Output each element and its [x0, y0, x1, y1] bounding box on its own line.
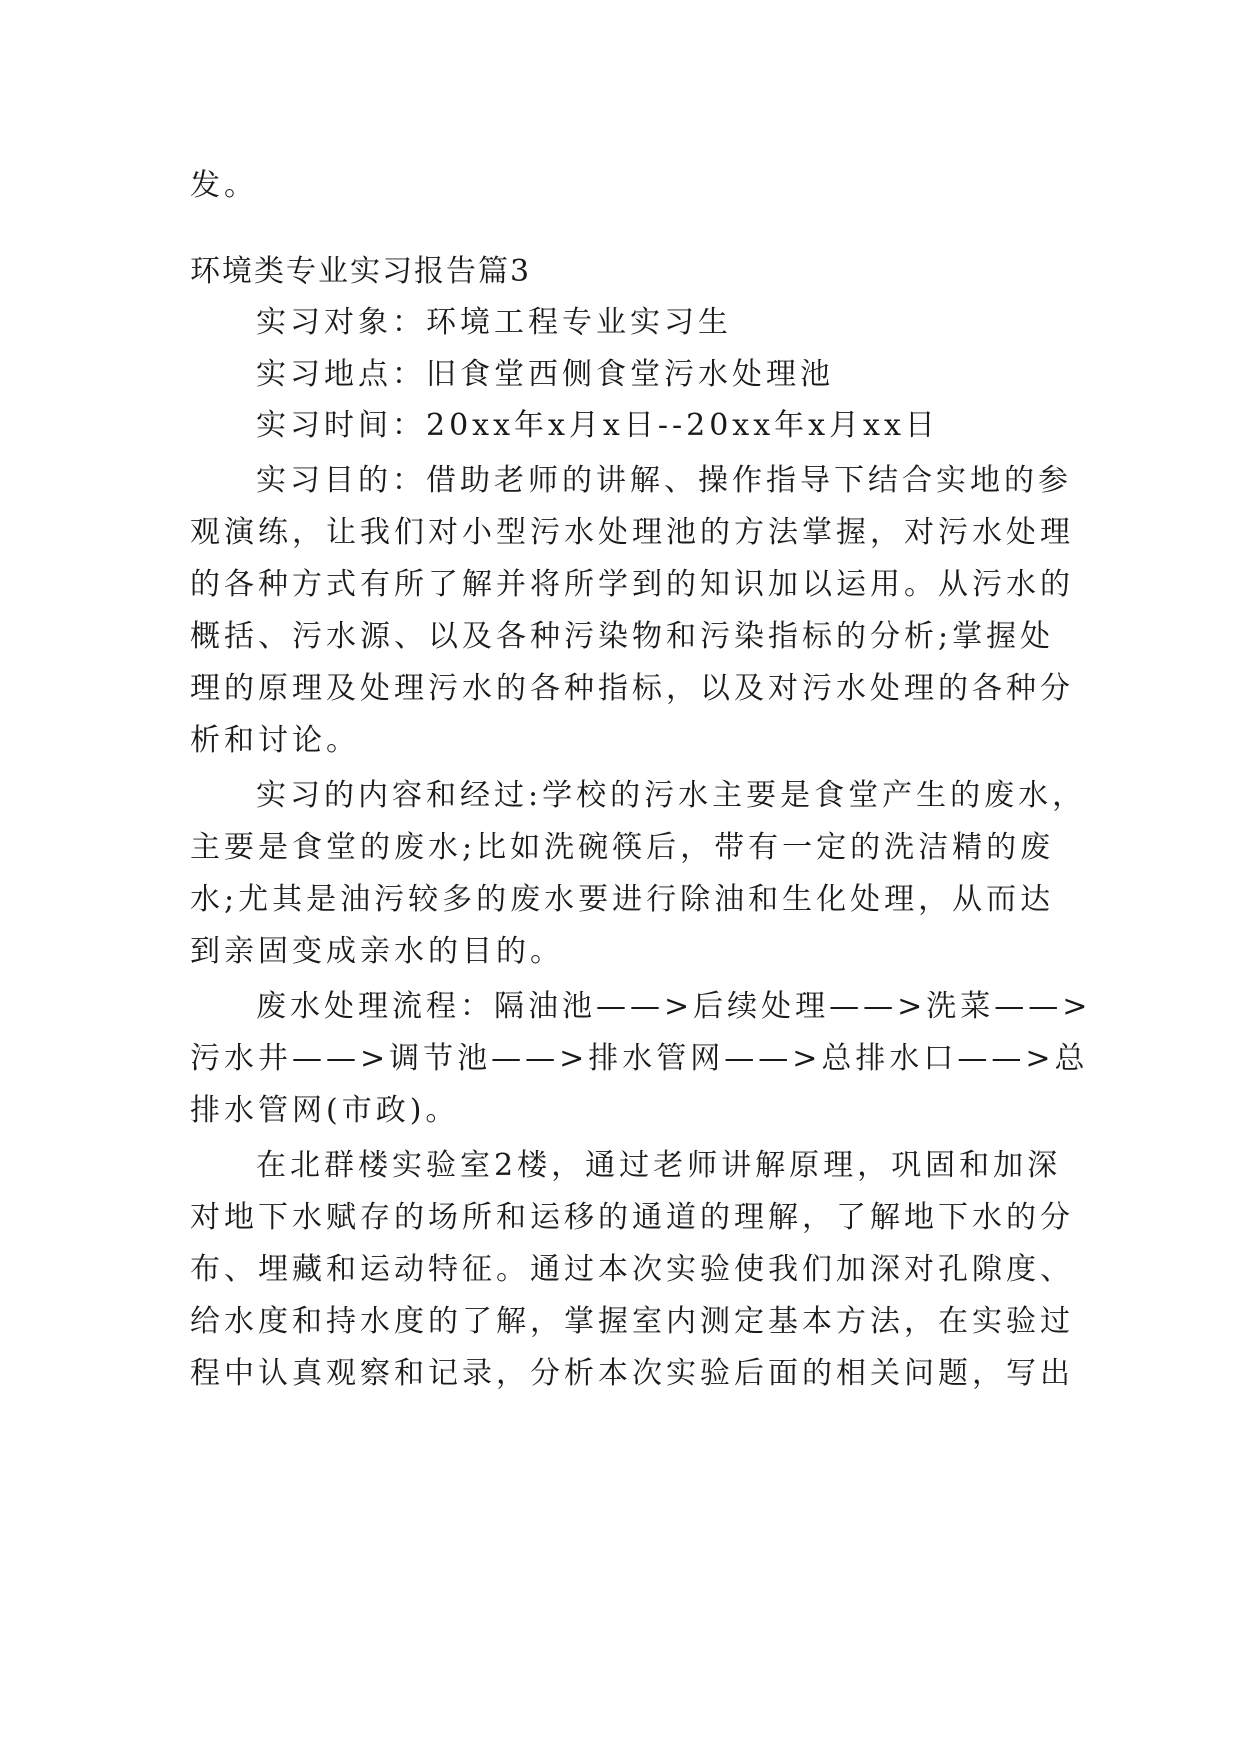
- section-heading: 环境类专业实习报告篇3: [190, 254, 532, 289]
- location-line: 实习地点：旧食堂西侧食堂污水处理池: [256, 357, 834, 392]
- purpose-line: 观演练，让我们对小型污水处理池的方法掌握，对污水处理: [190, 515, 1074, 550]
- process-line: 废水处理流程：隔油池——>后续处理——>洗菜——>: [256, 989, 1092, 1024]
- time-line: 实习时间：20xx年x月x日--20xx年x月xx日: [256, 408, 939, 443]
- purpose-line: 概括、污水源、以及各种污染物和污染指标的分析;掌握处: [190, 619, 1055, 654]
- content-line: 到亲固变成亲水的目的。: [190, 934, 564, 969]
- content-line: 主要是食堂的废水;比如洗碗筷后，带有一定的洗洁精的废: [190, 830, 1055, 865]
- continuation-text: 发。: [190, 168, 258, 203]
- purpose-line: 的各种方式有所了解并将所学到的知识加以运用。从污水的: [190, 567, 1074, 602]
- content-line: 实习的内容和经过:学校的污水主要是食堂产生的废水，: [256, 778, 1087, 813]
- purpose-line: 实习目的：借助老师的讲解、操作指导下结合实地的参: [256, 463, 1072, 498]
- process-line: 排水管网(市政)。: [190, 1093, 460, 1128]
- process-line: 污水井——>调节池——>排水管网——>总排水口——>总: [190, 1041, 1089, 1076]
- lab-line: 布、埋藏和运动特征。通过本次实验使我们加深对孔隙度、: [190, 1252, 1074, 1287]
- lab-line: 程中认真观察和记录，分析本次实验后面的相关问题，写出: [190, 1356, 1074, 1391]
- lab-line: 给水度和持水度的了解，掌握室内测定基本方法，在实验过: [190, 1304, 1074, 1339]
- object-line: 实习对象：环境工程专业实习生: [256, 305, 732, 340]
- content-line: 水;尤其是油污较多的废水要进行除油和生化处理，从而达: [190, 882, 1055, 917]
- lab-line: 对地下水赋存的场所和运移的通道的理解，了解地下水的分: [190, 1200, 1074, 1235]
- lab-line: 在北群楼实验室2楼，通过老师讲解原理，巩固和加深: [256, 1148, 1062, 1183]
- purpose-line: 理的原理及处理污水的各种指标，以及对污水处理的各种分: [190, 671, 1074, 706]
- purpose-line: 析和讨论。: [190, 723, 360, 758]
